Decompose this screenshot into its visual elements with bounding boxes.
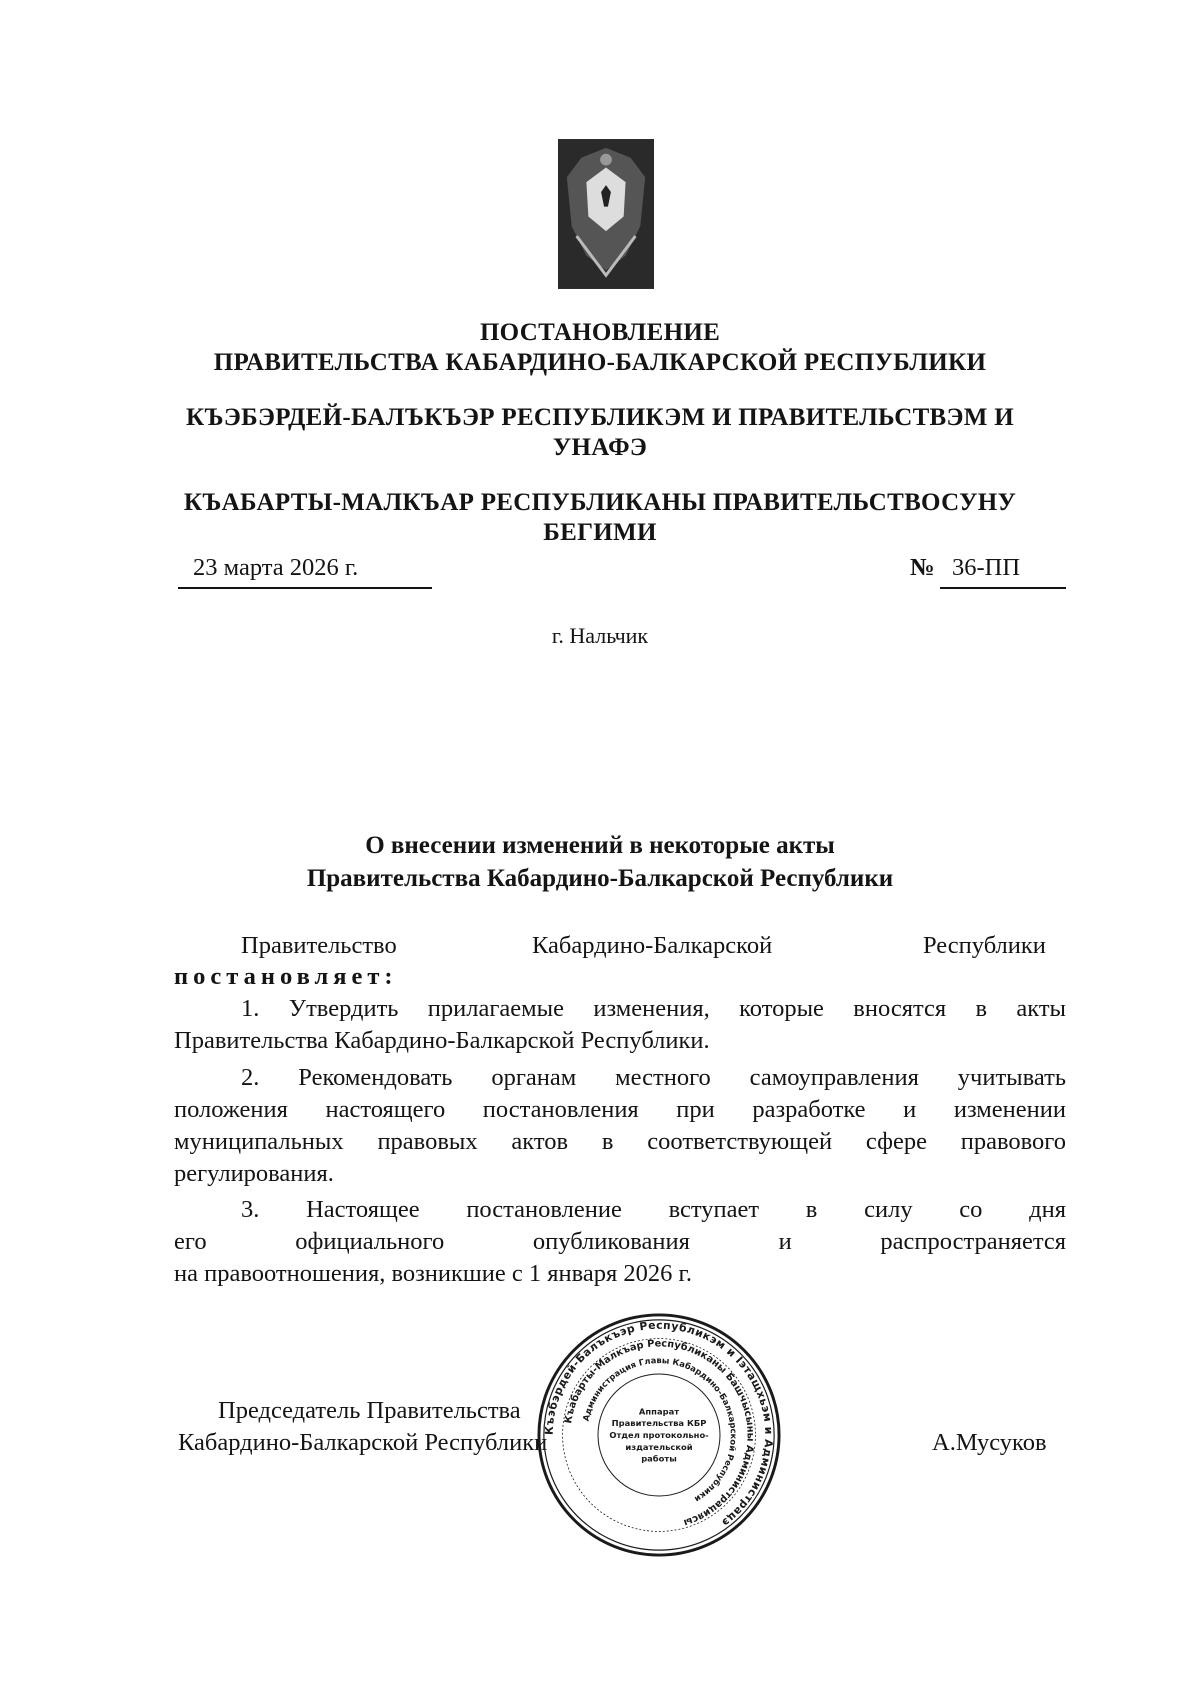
intro-word-government: Правительство — [241, 932, 397, 959]
seal-center-line2: Правительства КБР — [611, 1418, 707, 1429]
official-stamp-seal — [536, 1312, 782, 1558]
title-line2: Правительства Кабардино-Балкарской Республики — [306, 865, 894, 892]
title-line1: О внесении изменений в некоторые акты — [365, 832, 835, 859]
kabardian-heading-line1: КЪЭБЭРДЕЙ-БАЛЪКЪЭР РЕСПУБЛИКЭМ И ПРАВИТЕЛЬСТВЭМ И — [186, 404, 1014, 431]
decree-word: постановляет: — [174, 963, 398, 990]
item3-line2: его официального опубликования и распространяется — [174, 1228, 1066, 1255]
seal-center-line3: Отдел протокольно- — [609, 1429, 709, 1440]
seal-center-line5: работы — [641, 1453, 677, 1464]
kabardian-heading-line2: УНАФЭ — [552, 434, 648, 461]
signatory-name: А.Мусуков — [932, 1429, 1047, 1456]
balkar-heading-line2: БЕГИМИ — [543, 519, 657, 546]
number-underline — [940, 587, 1066, 589]
issuer-heading: ПРАВИТЕЛЬСТВА КАБАРДИНО-БАЛКАРСКОЙ РЕСПУБЛИКИ — [213, 349, 987, 376]
item2-line1: 2. Рекомендовать органам местного самоуправления учитывать — [241, 1064, 1066, 1091]
seal-center-line4: издательской — [625, 1441, 693, 1452]
intro-word-kbr: Кабардино-Балкарской — [532, 932, 773, 959]
item2-line3: муниципальных правовых актов в соответствующей сфере правового — [174, 1128, 1066, 1155]
signatory-position-line1: Председатель Правительства — [218, 1397, 521, 1424]
seal-center-line1: Аппарат — [638, 1406, 680, 1417]
document-number: 36-ПП — [952, 554, 1021, 581]
seal-middle-ring-text: Къабарты-Малкъар Республиканы Башчысыны Администрациясы — [563, 1338, 756, 1528]
number-sign: № — [910, 554, 935, 581]
intro-word-republic: Республики — [923, 932, 1046, 959]
seal-outer-ring-text: Къэбэрдей-Балъкъэр Республикэм и Iэтащхьэм и Администрацэ — [542, 1318, 776, 1530]
item1-line1: 1. Утвердить прилагаемые изменения, которые вносятся в акты — [241, 995, 1066, 1022]
item1-line2: Правительства Кабардино-Балкарской Республики. — [174, 1027, 710, 1054]
item2-line4: регулирования. — [174, 1160, 334, 1187]
item3-line3: на правоотношения, возникшие с 1 января 2026 г. — [174, 1260, 692, 1287]
date-underline — [178, 587, 432, 589]
city: г. Нальчик — [551, 623, 649, 648]
item3-line1: 3. Настоящее постановление вступает в силу со дня — [241, 1196, 1066, 1223]
coat-of-arms-emblem — [557, 138, 655, 290]
document-date: 23 марта 2026 г. — [193, 554, 359, 581]
doc-type-heading: ПОСТАНОВЛЕНИЕ — [479, 319, 721, 346]
seal-inner-ring-text: Администрация Главы Кабардино-Балкарской Республики — [580, 1355, 739, 1505]
signatory-position-line2: Кабардино-Балкарской Республики — [178, 1429, 548, 1456]
balkar-heading-line1: КЪАБАРТЫ-МАЛКЪАР РЕСПУБЛИКАНЫ ПРАВИТЕЛЬСТВОСУНУ — [183, 489, 1017, 516]
item2-line2: положения настоящего постановления при разработке и изменении — [174, 1096, 1066, 1123]
